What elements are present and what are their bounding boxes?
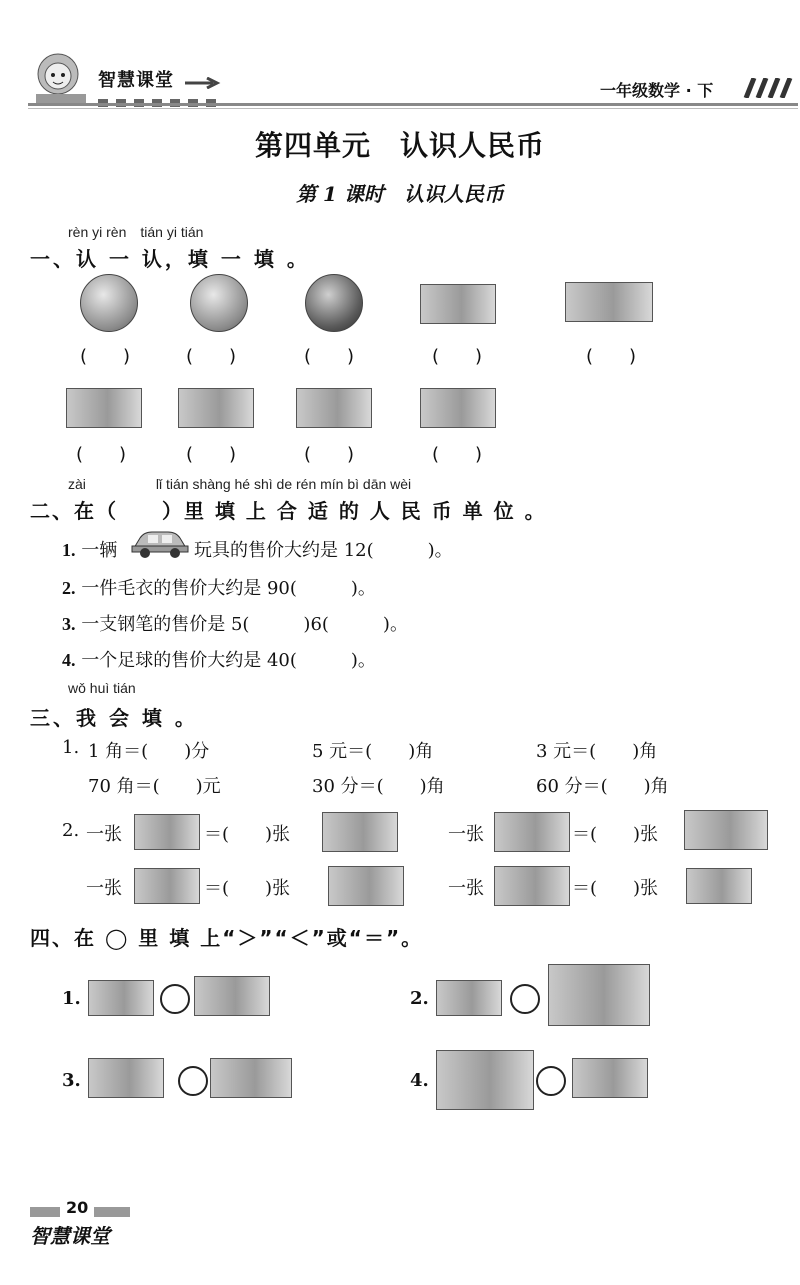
answer-blank[interactable]: ( ) xyxy=(80,346,131,367)
note-20-yuan-icon xyxy=(134,868,200,904)
section3-num-1: 1. xyxy=(62,737,80,758)
header-divider xyxy=(28,103,798,106)
section1-pinyin: rèn yi rèn tián yi tián xyxy=(68,224,204,240)
note-5-yuan-icon xyxy=(572,1058,648,1098)
answer-blank[interactable]: ( ) xyxy=(432,444,483,465)
answer-blank[interactable]: ( ) xyxy=(304,346,355,367)
toy-car-icon xyxy=(130,528,190,562)
answer-blank[interactable]: ( ) xyxy=(586,346,637,367)
section2-item-4 xyxy=(62,646,376,672)
compare-circle[interactable] xyxy=(536,1066,566,1096)
section3-title: 三、我 会 填 。 xyxy=(30,706,198,730)
section2-pinyin: zài lǐ tián shàng hé shì de rén mín bì dān wèi xyxy=(68,476,412,492)
note-20-yuan-icon xyxy=(66,388,142,428)
note-5-jiao-icon xyxy=(210,1058,292,1098)
exchange-one: 一张 xyxy=(86,824,122,845)
note-5-yuan-icon xyxy=(328,866,404,906)
item-text: 一个足球的售价大约是 40( )。 xyxy=(81,650,376,671)
section2-item-1-text: 玩具的售价大约是 12( )。 xyxy=(194,540,453,561)
section2-item-3 xyxy=(62,610,408,636)
section2-title: 二、在（ ）里 填 上 合 适 的 人 民 币 单 位 。 xyxy=(30,499,547,523)
item-number: 3. xyxy=(62,614,76,634)
section3-num-2: 2. xyxy=(62,820,80,841)
coin-1-yuan-icon xyxy=(305,274,363,332)
section1-title: 一、认 一 认，填 一 填 。 xyxy=(30,247,310,271)
compare-num: 1. xyxy=(62,988,81,1009)
note-5-yuan-icon xyxy=(684,810,768,850)
exchange-eq: ＝( )张 xyxy=(204,878,291,899)
note-1-yuan-icon xyxy=(436,980,502,1016)
header-grade: 一年级数学 · 下 xyxy=(600,81,714,100)
coin-1-jiao-icon xyxy=(80,274,138,332)
item-text: 一支钢笔的售价是 5( )6( )。 xyxy=(81,614,408,635)
item-number: 1. xyxy=(62,540,76,560)
section3-pinyin: wǒ huì tián xyxy=(68,680,136,696)
arrow-icon xyxy=(185,74,221,93)
note-1-jiao-icon xyxy=(178,388,254,428)
coin-5-jiao-icon xyxy=(190,274,248,332)
item-number: 2. xyxy=(62,578,76,598)
compare-circle[interactable] xyxy=(178,1066,208,1096)
conversion-item: 5 元＝( )角 xyxy=(312,741,434,762)
compare-num: 3. xyxy=(62,1070,81,1091)
answer-blank[interactable]: ( ) xyxy=(432,346,483,367)
item-text: 一件毛衣的售价大约是 90( )。 xyxy=(81,578,376,599)
note-100-yuan-icon xyxy=(494,812,570,852)
note-1-yuan-stack-icon xyxy=(436,1050,534,1110)
note-10-yuan-icon xyxy=(88,980,154,1016)
section2-item-1 xyxy=(62,536,117,562)
section4-title: 四、在 ◯ 里 填 上“＞”“＜”或“＝”。 xyxy=(30,926,424,950)
exchange-eq: ＝( )张 xyxy=(572,824,659,845)
note-50-yuan-icon xyxy=(420,388,496,428)
exchange-one: 一张 xyxy=(86,878,122,899)
conversion-item: 1 角＝( )分 xyxy=(88,741,210,762)
exchange-one: 一张 xyxy=(448,824,484,845)
exchange-eq: ＝( )张 xyxy=(204,824,291,845)
note-1-jiao-icon xyxy=(322,812,398,852)
conversion-item: 3 元＝( )角 xyxy=(536,741,658,762)
mascot-icon xyxy=(30,50,92,108)
note-1-yuan-icon xyxy=(134,814,200,850)
footer-brand: 智慧课堂 xyxy=(30,1224,110,1248)
answer-blank[interactable]: ( ) xyxy=(186,346,237,367)
compare-circle[interactable] xyxy=(160,984,190,1014)
compare-num: 2. xyxy=(410,988,429,1009)
compare-num: 4. xyxy=(410,1070,429,1091)
note-1-jiao-stack-icon xyxy=(88,1058,164,1098)
note-100-yuan-icon xyxy=(296,388,372,428)
answer-blank[interactable]: ( ) xyxy=(76,444,127,465)
lesson-title: 第 1 课时 认识人民币 xyxy=(296,182,504,206)
exchange-one: 一张 xyxy=(448,878,484,899)
conversion-item: 60 分＝( )角 xyxy=(536,776,669,797)
note-50-yuan-icon xyxy=(686,868,752,904)
exchange-eq: ＝( )张 xyxy=(572,878,659,899)
compare-circle[interactable] xyxy=(510,984,540,1014)
note-2-jiao-icon xyxy=(565,282,653,322)
unit-title: 第四单元 认识人民币 xyxy=(254,129,545,162)
note-1-yuan-icon xyxy=(420,284,496,324)
header-divider-thin xyxy=(28,108,798,109)
item-text: 一辆 xyxy=(81,540,118,561)
header-brand: 智慧课堂 xyxy=(98,70,174,91)
stripes-icon xyxy=(740,78,796,102)
note-5-yuan-stack-icon xyxy=(194,976,270,1016)
page-number: 20 xyxy=(60,1198,94,1217)
conversion-item: 70 角＝( )元 xyxy=(88,776,221,797)
item-number: 4. xyxy=(62,650,76,670)
answer-blank[interactable]: ( ) xyxy=(304,444,355,465)
note-1-jiao-stack-icon xyxy=(548,964,650,1026)
answer-blank[interactable]: ( ) xyxy=(186,444,237,465)
conversion-item: 30 分＝( )角 xyxy=(312,776,445,797)
note-100-yuan-icon xyxy=(494,866,570,906)
section2-item-2 xyxy=(62,574,376,600)
